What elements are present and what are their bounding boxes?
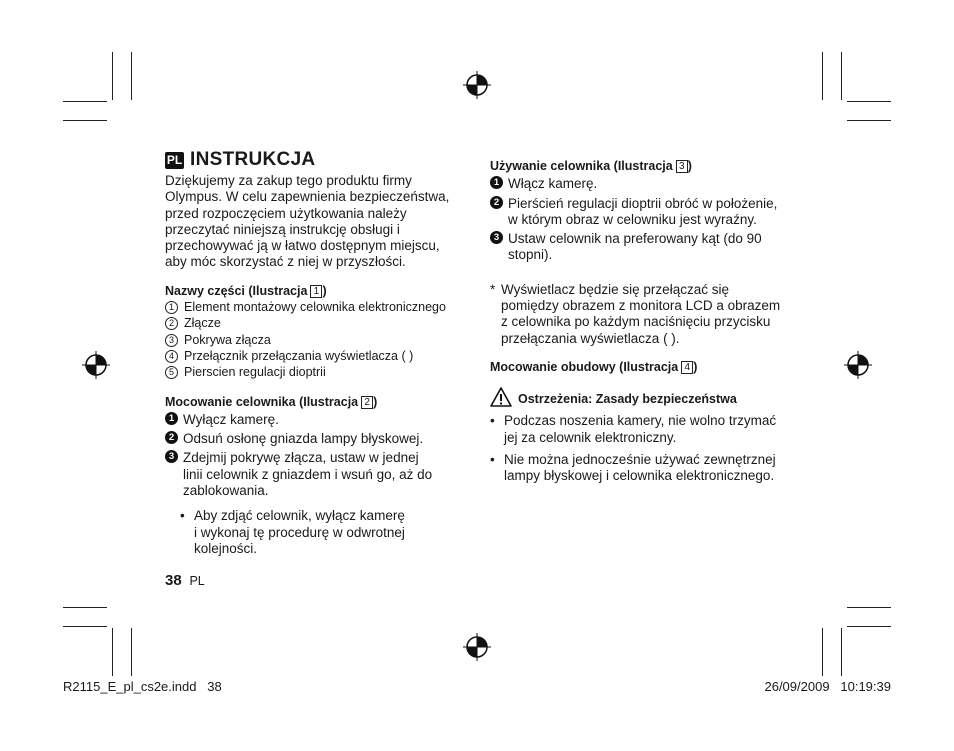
crop-mark	[131, 628, 132, 676]
intro-line: przeczytać niniejszą instrukcję obsługi i	[165, 221, 400, 237]
asterisk-note: * Wyświetlacz będzie się przełączać się pomiędzy obrazem z monitora LCD a obrazem z celownika po każdym naciśnięciu przycisku przełączania wyświetlacza ( ).	[490, 281, 781, 346]
parts-section	[165, 283, 475, 381]
footer-filename: R2115_E_pl_cs2e.indd 38	[63, 679, 222, 694]
mount-section	[165, 394, 475, 558]
step-item: 3 Zdejmij pokrywę złącza, ustaw w jednej linii celownik z gniazdem i wsuń go, aż do zablokowania.	[165, 450, 475, 499]
warnings-list	[490, 413, 800, 484]
crop-mark	[822, 628, 823, 676]
warning-heading-row	[490, 387, 800, 407]
list-item: • Podczas noszenia kamery, nie wolno trzymać jej za celownik elektroniczny.	[490, 413, 777, 445]
step-item: 2 Odsuń osłonę gniazda lampy błyskowej.	[165, 431, 475, 447]
list-item: 5 Pierscien regulacji dioptrii	[165, 364, 475, 380]
step-item: 1 Wyłącz kamerę.	[165, 412, 475, 428]
intro-line: przechowywać ją w łatwo dostępnym miejscu,	[165, 238, 440, 254]
mount-heading: Mocowanie celownika (Ilustracja 2 )	[165, 394, 378, 409]
bullet-icon: •	[180, 508, 185, 524]
illustration-number: 4	[681, 361, 693, 374]
crop-mark	[847, 101, 891, 102]
list-item: • Nie można jednocześnie używać zewnętrznej lampy błyskowej i celownika elektronicznego.	[490, 451, 776, 484]
page-number: 38 PL	[165, 572, 205, 589]
illustration-number: 2	[361, 396, 373, 409]
crop-mark	[822, 52, 823, 100]
crop-mark	[841, 628, 842, 676]
bullet-icon: •	[490, 413, 495, 429]
intro-line: Dziękujemy za zakup tego produktu firmy	[165, 173, 412, 188]
intro-line: przed rozpoczęciem użytkowania należy	[165, 205, 407, 221]
crop-mark	[847, 120, 891, 121]
language-badge: PL	[166, 153, 183, 167]
left-column	[165, 149, 475, 557]
registration-target-icon	[462, 632, 492, 662]
crop-mark	[63, 101, 107, 102]
crop-mark	[112, 628, 113, 676]
registration-target-icon	[81, 350, 111, 380]
crop-mark	[847, 626, 891, 627]
crop-mark	[841, 52, 842, 100]
title-row	[165, 149, 475, 171]
crop-mark	[63, 626, 107, 627]
registration-target-icon	[843, 350, 873, 380]
mount-steps	[165, 412, 475, 499]
warning-heading: Ostrzeżenia: Zasady bezpieczeństwa	[518, 391, 737, 406]
crop-mark	[847, 607, 891, 608]
right-column	[490, 158, 800, 484]
step-item: 2 Pierścień regulacji dioptrii obróć w położenie, w którym obraz w celowniku jest wyraźny.	[490, 196, 800, 229]
registration-target-icon	[462, 70, 492, 100]
list-item: 1 Element montażowy celownika elektronicznego	[165, 299, 475, 315]
housing-heading: Mocowanie obudowy (Ilustracja 4 )	[490, 359, 698, 374]
asterisk-icon: *	[490, 281, 496, 297]
intro-paragraph	[165, 173, 475, 271]
warning-triangle-icon	[490, 387, 512, 407]
crop-mark	[131, 52, 132, 100]
intro-line: aby móc skorzystać z niej w przyszłości.	[165, 254, 406, 270]
illustration-number: 1	[310, 285, 322, 298]
parts-heading: Nazwy części (Ilustracja 1 )	[165, 283, 327, 298]
step-item: 3 Ustaw celownik na preferowany kąt (do 90 stopni).	[490, 231, 800, 264]
list-item: 2 Złącze	[165, 315, 475, 331]
footer-datetime: 26/09/2009 10:19:39	[764, 679, 891, 694]
step-item: 1 Włącz kamerę.	[490, 176, 800, 192]
mount-note: • Aby zdjąć celownik, wyłącz kamerę i wykonaj tę procedurę w odwrotnej kolejności.	[180, 508, 405, 556]
list-item: 3 Pokrywa złącza	[165, 332, 475, 348]
illustration-number: 3	[676, 160, 688, 173]
list-item: 4 Przełącznik przełączania wyświetlacza ( )	[165, 348, 475, 364]
page-title: INSTRUKCJA	[190, 149, 316, 171]
parts-list	[165, 299, 475, 380]
use-heading: Używanie celownika (Ilustracja 3 )	[490, 159, 692, 173]
crop-mark	[63, 607, 107, 608]
use-steps	[490, 176, 800, 263]
crop-mark	[63, 120, 107, 121]
crop-mark	[112, 52, 113, 100]
bullet-icon: •	[490, 451, 495, 467]
intro-line: Olympus. W celu zapewnienia bezpieczeństwa,	[165, 189, 450, 205]
